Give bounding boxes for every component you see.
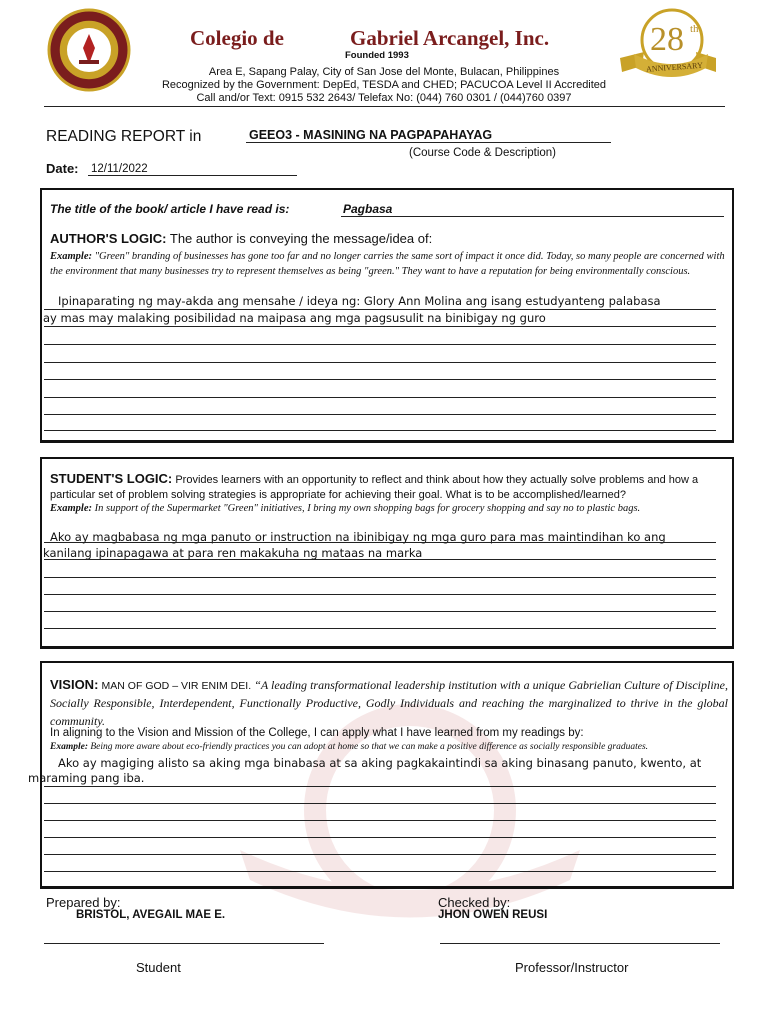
writing-line [44,820,716,821]
course-field[interactable]: GEEO3 - MASINING NA PAGPAPAHAYAG [246,128,611,143]
students-logic-description [50,471,720,503]
students-example-text: In support of the Supermarket "Green" initiatives, I bring my own shopping bags for grocery shopping and say no to plastic bags. [94,503,641,514]
writing-line [44,379,716,380]
checked-by-name: JHON OWEN REUSI [438,909,548,921]
checked-by-label: Checked by: [438,895,511,910]
writing-line [44,594,716,595]
founded-year: Founded 1993 [345,50,409,61]
book-title-label: The title of the book/ article I have read is: [50,202,290,216]
authors-answer-line2[interactable]: ay mas may malaking posibilidad na maipasa ang mga pagsusulit na binibigay ng guro [43,311,546,325]
writing-line [44,854,716,855]
vision-motto: MAN OF GOD – VIR ENIM DEI. [101,680,252,692]
writing-line [44,430,716,431]
students-answer-line2[interactable]: kanilang ipinapagawa at para ren makakuha ng mataas na marka [43,546,423,560]
course-caption: (Course Code & Description) [409,147,557,159]
writing-line [44,803,716,804]
badge-suffix: th [690,23,699,35]
writing-line [44,326,716,327]
writing-line [44,542,716,543]
prepared-by-label: Prepared by: [46,895,121,910]
vision-answer-line1[interactable]: Ako ay magiging alisto sa aking mga binabasa at sa aking pagkakaintindi sa aking binasang panuto, kwento, at [58,756,702,770]
student-role-label: Student [136,960,181,975]
instructor-role-label: Professor/Instructor [515,960,629,975]
students-answer-line1[interactable]: Ako ay magbabasa ng mga panuto or instruction na ibinibigay ng mga guro para mas maintindihan ko ang [50,530,666,544]
writing-line [44,786,716,787]
date-label: Date: [46,161,79,176]
prepared-by-name: BRISTOL, AVEGAIL MAE E. [76,909,226,921]
vision-example-label: Example: [50,742,88,752]
vision-aligning: In aligning to the Vision and Mission of the College, I can apply what I have learned from my readings by: [50,727,584,739]
students-logic-text: Provides learners with an opportunity to reflect and think about how they actually solve problems and how a particular set of problem solving strategies is appropriate for achieving their goal. What is to be accomplished/learned? [50,474,699,501]
vision-example [50,742,726,752]
students-example-label: Example: [50,503,92,514]
college-recognition: Recognized by the Government: DepEd, TESDA and CHED; PACUCOA Level II Accredited [161,79,607,91]
badge-ribbon-text: ANNIVERSARY [645,60,704,74]
writing-line [44,559,716,560]
college-contact: Call and/or Text: 0915 532 2643/ Telefax No: (044) 760 0301 / (044)760 0397 [196,92,572,104]
college-name-left: Colegio de [190,26,284,50]
authors-answer-line1[interactable]: Ipinaparating ng may-akda ang mensahe / ideya ng: Glory Ann Molina ang isang estudyanteng palabasa [58,294,661,308]
students-logic-example [50,502,722,516]
writing-line [44,577,716,578]
vision-heading: VISION: [50,677,99,692]
college-name-right: Gabriel Arcangel, Inc. [350,26,550,50]
students-logic-heading: STUDENT'S LOGIC: [50,471,173,486]
writing-line [44,414,716,415]
badge-number: 28 [650,21,684,58]
date-field[interactable]: 12/11/2022 [88,163,297,176]
writing-line [44,344,716,345]
vision-text: “A leading transformational leadership institution with a unique Gabrielian Culture of Discipline, Socially Responsible, Interdependent, Functionally Productive, Godly Individuals and reaching the marginalized to thrive in the global community. [50,678,728,728]
authors-logic-prompt: The author is conveying the message/idea of: [169,231,433,246]
instructor-signature-line [440,943,720,944]
vision-statement [50,676,728,731]
authors-example-text: "Green" branding of businesses has gone too far and no longer carries the same sort of impact it once did. Today, so many people are concerned with the environment that many businesses try to represent themselves as being "green." They want to have a reputation for being environmentally conscious. [50,251,725,277]
student-signature-line [44,943,324,944]
writing-line [44,871,716,872]
vision-example-text: Being more aware about eco-friendly practices you can adopt at home so that we can make a positive difference as socially responsible graduates. [90,742,649,752]
authors-logic-heading-row [50,231,726,246]
authors-logic-heading: AUTHOR'S LOGIC: [50,231,167,246]
writing-line [44,611,716,612]
college-address: Area E, Sapang Palay, City of San Jose del Monte, Bulacan, Philippines [208,66,560,78]
report-title: READING REPORT in [46,128,202,145]
book-title-field[interactable]: Pagbasa [341,202,724,217]
writing-line [44,628,716,629]
writing-line [44,362,716,363]
vision-answer-line2[interactable]: maraming pang iba. [28,771,145,785]
authors-example-label: Example: [50,251,92,262]
header-divider [44,106,725,107]
writing-line [44,837,716,838]
authors-logic-example [50,249,726,279]
writing-line [44,397,716,398]
writing-line [44,309,716,310]
